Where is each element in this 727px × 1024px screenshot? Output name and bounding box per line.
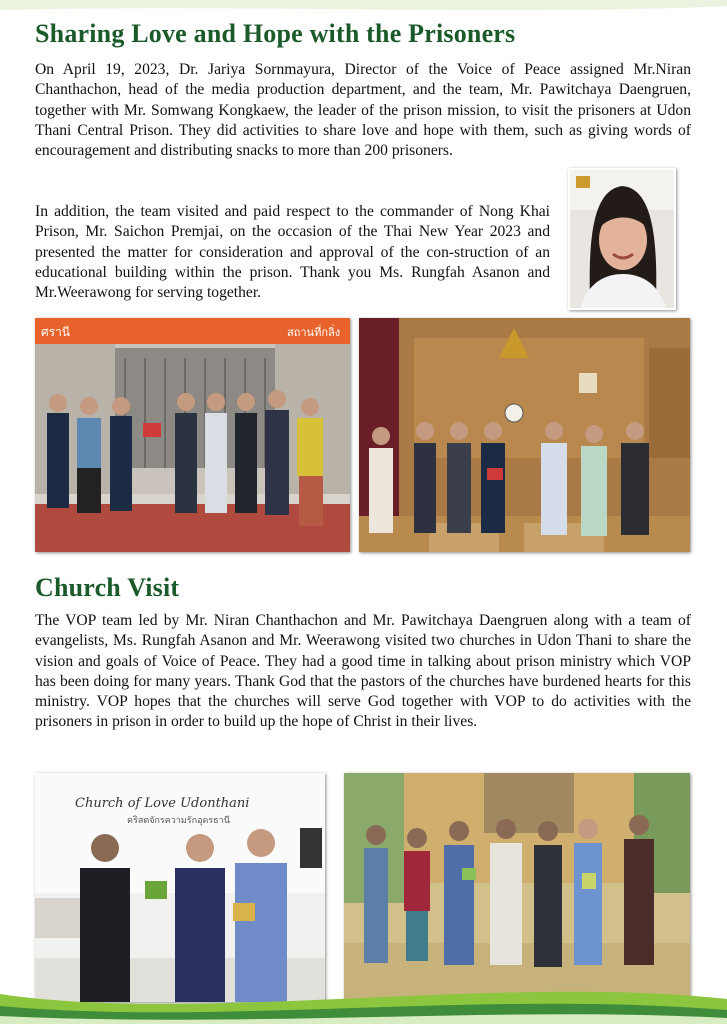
prison-sign-left: ศรานี (41, 325, 71, 339)
church-sign-thai: คริสตจักรความรักอุดรธานี (127, 816, 230, 826)
church-visit-paragraph: The VOP team led by Mr. Niran Chanthachon and Mr. Pawitchaya Daengruen along with a team of evangelists, Ms. Rungfah Asanon and Mr. Weerawong visited two churches in Udon Thani to share the vision and goals of Voice of Peace. They had a good time in talking about prison ministry which VOP has been doing for many years. Thank God that the pastors of the churches have burdened hearts for this ministry. VOP hopes that the churches will serve God together with VOP to do activities with the prisoners in prison in order to build up the hope of Christ in their lives. (35, 612, 691, 731)
church-sign: Church of Love Udonthani (75, 796, 250, 811)
section-title-church-visit: Church Visit (35, 573, 180, 602)
prison-visit-photo-2 (359, 318, 690, 552)
prisoners-paragraph-2: In addition, the team visited and paid respect to the commander of Nong Khai Prison, Mr. Saichon Premjai, on the occasion of the Thai New Year 2023 and presented the matter for consideration and approval of the con-struction of an educational building within the prison. Thank you Ms. Rungfah Asanon and Mr.Weerawong for serving together. (35, 203, 550, 302)
prisoners-paragraph-1: On April 19, 2023, Dr. Jariya Sornmayura, Director of the Voice of Peace assigned Mr.Niran Chanthachon, head of the media production department, and the team, Mr. Pawitchaya Daengruen, together with Mr. Somwang Kongkaew, the leader of the prison mission, to visit the prisoners at Udon Thani Central Prison. They did activities to share love and hope with them, such as giving words of encouragement and distributing snacks to more than 200 prisoners. (35, 61, 691, 160)
prison-visit-photo-1 (35, 318, 350, 552)
portrait-photo (568, 168, 676, 310)
section-title-prisoners: Sharing Love and Hope with the Prisoners (35, 19, 516, 48)
bottom-decoration (0, 954, 727, 1024)
prison-sign-right: สถานที่กลิ่ง (287, 326, 341, 339)
